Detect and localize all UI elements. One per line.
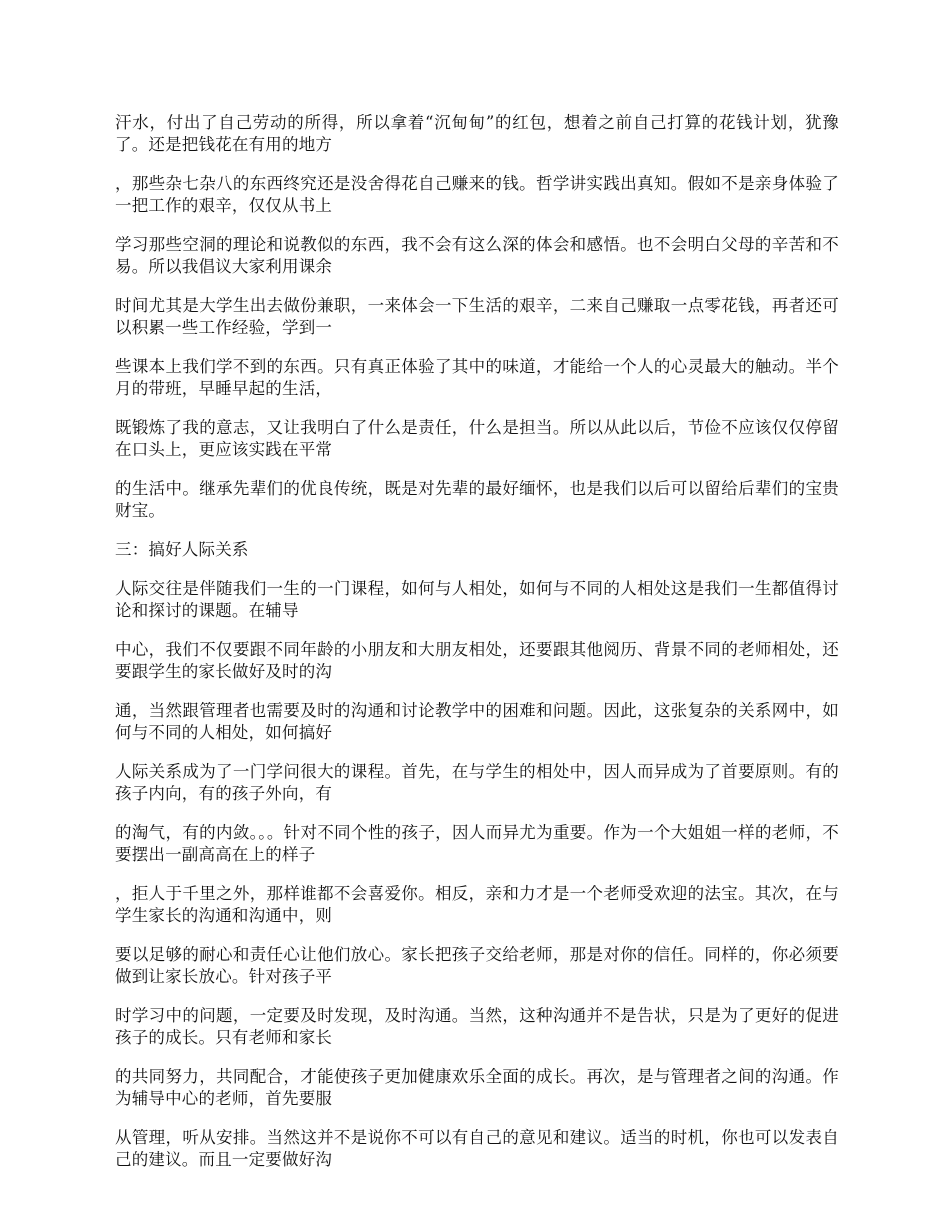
paragraph: 人际关系成为了一门学问很大的课程。首先，在与学生的相处中，因人而异成为了首要原则。有的孩子内向，有的孩子外向，有 (115, 762, 839, 803)
paragraph: 时间尤其是大学生出去做份兼职，一来体会一下生活的艰辛，二来自己赚取一点零花钱，再者还可以积累一些工作经验，学到一 (115, 296, 839, 337)
paragraph: 学习那些空洞的理论和说教似的东西，我不会有这么深的体会和感悟。也不会明白父母的辛苦和不易。所以我倡议大家利用课余 (115, 235, 839, 276)
paragraph: ，那些杂七杂八的东西终究还是没舍得花自己赚来的钱。哲学讲实践出真知。假如不是亲身体验了一把工作的艰辛，仅仅从书上 (115, 174, 839, 215)
paragraph: ，拒人于千里之外，那样谁都不会喜爱你。相反，亲和力才是一个老师受欢迎的法宝。其次，在与学生家长的沟通和沟通中，则 (115, 884, 839, 925)
document-page (115, 112, 839, 1188)
paragraph: 人际交往是伴随我们一生的一门课程，如何与人相处，如何与不同的人相处这是我们一生都值得讨论和探讨的课题。在辅导 (115, 579, 839, 620)
paragraph: 通，当然跟管理者也需要及时的沟通和讨论教学中的困难和问题。因此，这张复杂的关系网中，如何与不同的人相处，如何搞好 (115, 701, 839, 742)
paragraph: 从管理，听从安排。当然这并不是说你不可以有自己的意见和建议。适当的时机，你也可以发表自己的建议。而且一定要做好沟 (115, 1128, 839, 1169)
paragraph: 时学习中的问题，一定要及时发现，及时沟通。当然，这种沟通并不是告状，只是为了更好的促进孩子的成长。只有老师和家长 (115, 1006, 839, 1047)
paragraph: 些课本上我们学不到的东西。只有真正体验了其中的味道，才能给一个人的心灵最大的触动。半个月的带班，早睡早起的生活， (115, 357, 839, 398)
paragraph: 中心，我们不仅要跟不同年龄的小朋友和大朋友相处，还要跟其他阅历、背景不同的老师相处，还要跟学生的家长做好及时的沟 (115, 640, 839, 681)
paragraph: 汗水，付出了自己劳动的所得，所以拿着“沉甸甸”的红包，想着之前自己打算的花钱计划，犹豫了。还是把钱花在有用的地方 (115, 113, 839, 154)
paragraph: 既锻炼了我的意志，又让我明白了什么是责任，什么是担当。所以从此以后，节俭不应该仅仅停留在口头上，更应该实践在平常 (115, 418, 839, 459)
paragraph: 的淘气，有的内敛。。。针对不同个性的孩子，因人而异尤为重要。作为一个大姐姐一样的老师，不要摆出一副高高在上的样子 (115, 823, 839, 864)
paragraph: 的生活中。继承先辈们的优良传统，既是对先辈的最好缅怀，也是我们以后可以留给后辈们的宝贵财宝。 (115, 479, 839, 520)
paragraph: 的共同努力，共同配合，才能使孩子更加健康欢乐全面的成长。再次，是与管理者之间的沟通。作为辅导中心的老师，首先要服 (115, 1067, 839, 1108)
paragraph: 要以足够的耐心和责任心让他们放心。家长把孩子交给老师，那是对你的信任。同样的，你必须要做到让家长放心。针对孩子平 (115, 945, 839, 986)
section-heading: 三：搞好人际关系 (115, 540, 249, 559)
